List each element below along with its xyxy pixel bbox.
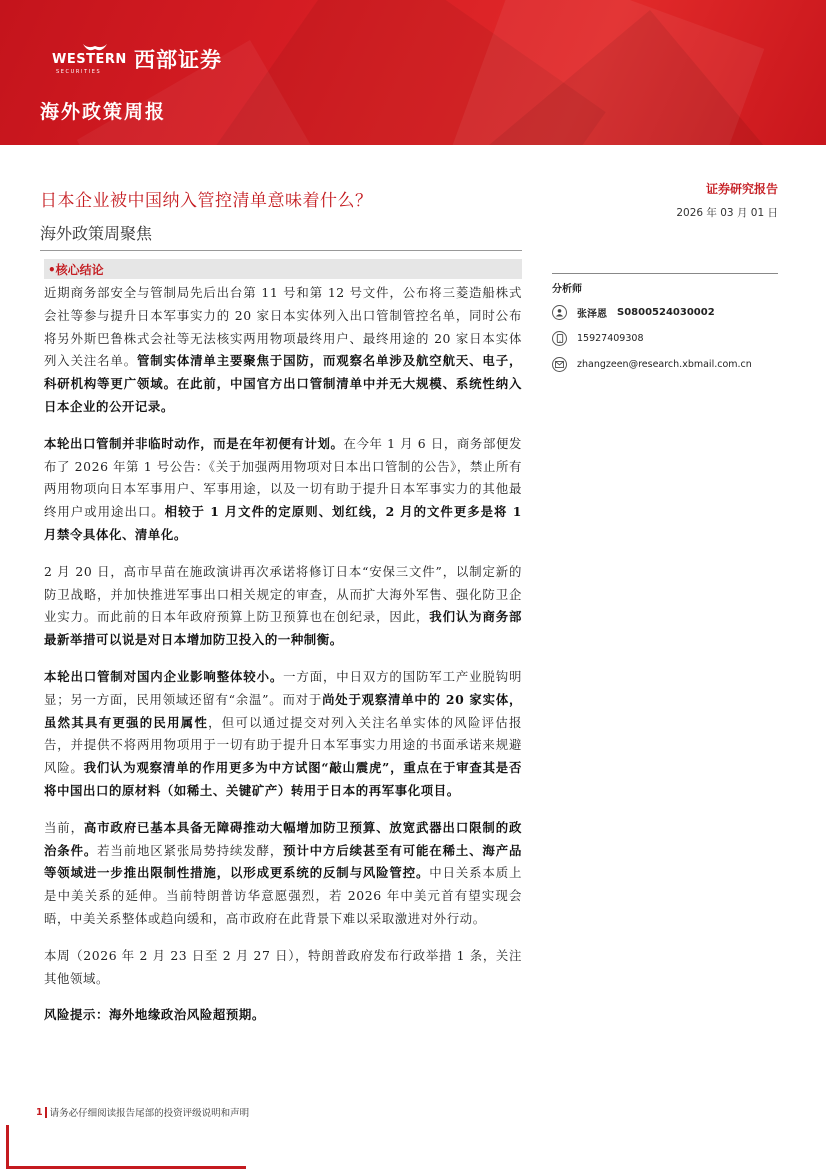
emphasis-text: 风险提示：海外地缘政治风险超预期。 (44, 1007, 265, 1023)
section-label: •核心结论 (48, 263, 104, 277)
body-text: 中日关系本质上是中美关系的延伸。当前特朗普访华意愿强烈，若 2026 年中美元首有望实现会晤，中美关系整体或趋向缓和，高市政府在此背景下难以采取激进对外行动。 (44, 865, 523, 926)
body-text: ，但可以通过提交对列入关注名单实体的风险评估报告，并提供不将两用物项用于一切有助于提升日本军事实力用途的书面承诺来规避风险。 (44, 714, 522, 776)
emphasis-text: 相较于 1 月文件的定原则、划红线，2 月的文件更多是将 1 月禁令具体化、清单化。 (44, 504, 523, 542)
body-text: 一方面，中日双方的国防军工产业脱钩明显；另一方面，民用领域还留有“余温”。而对于 (44, 668, 522, 707)
body-paragraph (44, 1004, 522, 1027)
emphasis-text: 高市政府已基本具备无障碍推动大幅增加防卫预算、放宽武器出口限制的政治条件。 (44, 819, 522, 858)
analyst-email-row (552, 355, 778, 373)
emphasis-text: 我们认为观察清单的作用更多为中方试图“敲山震虎”，重点在于审查其是否将中国出口的原材料（如稀土、关键矿产）转用于日本的再军事化项目。 (44, 760, 522, 798)
body-text: 近期商务部安全与管制局先后出台第 11 号和第 12 号文件，公布将三菱造船株式会社等参与提升日本军事实力的 20 家日本实体列入出口管制管控名单，同时公布将另外斯巴鲁株式会社等无法核实两用物项最终用户、最终用途的 20 家日本实体列入关注名单。 (44, 285, 522, 369)
main-body (44, 282, 522, 1041)
report-type: 证券研究报告 (705, 182, 778, 196)
corner-accent (6, 1125, 9, 1169)
company-logo (52, 42, 222, 76)
footer-bar (45, 1107, 47, 1118)
emphasis-text: 本轮出口管制并非临时动作，而是在年初便有计划。 (44, 435, 344, 451)
body-text: 当前， (44, 819, 84, 835)
body-text: 本周（2026 年 2 月 23 日至 2 月 27 日），特朗普政府发布行政举措 1 条，关注其他领域。 (44, 947, 522, 986)
body-paragraph (44, 561, 522, 652)
emphasis-text: 预计中方后续甚至有可能在稀土、海产品等领域进一步推出限制性措施，以形成更系统的反制与风险管控。 (44, 842, 522, 881)
body-text: 在今年 1 月 6 日，商务部便发布了 2026 年第 1 号公告：《关于加强两用物项对日本出口管制的公告》，禁止所有两用物项向日本军事用户、军事用途，以及一切有助于提升日本军事实力的其他最终用户或用途出口。 (44, 435, 522, 520)
emphasis-text: 我们认为商务部最新举措可以说是对日本增加防卫投入的一种制衡。 (44, 609, 523, 648)
email-icon (552, 357, 567, 372)
header-banner (0, 0, 826, 145)
logo-mark (52, 42, 126, 76)
analyst-email[interactable]: zhangzeen@research.xbmail.com.cn (577, 358, 752, 370)
body-paragraph (44, 282, 522, 419)
person-icon (552, 305, 567, 320)
analyst-name-row (552, 303, 778, 321)
analyst-panel (552, 273, 778, 373)
body-text: 2 月 20 日，高市早苗在施政演讲再次承诺将修订日本“安保三文件”，以制定新的防卫战略，并加快推进军事出口相关规定的审查，从而扩大海外军售、强化防卫企业实力。而此前的日本年政府预算上防卫预算也在创纪录，因此， (44, 563, 522, 625)
analyst-phone: 15927409308 (577, 332, 644, 344)
emphasis-text: 尚处于观察清单中的 20 家实体，虽然其具有更强的民用属性 (44, 691, 522, 730)
report-subtitle: 海外政策周聚焦 (40, 224, 153, 243)
body-paragraph (44, 817, 522, 931)
report-title: 日本企业被中国纳入管控清单意味着什么？ (40, 191, 373, 211)
page-number: 1 (36, 1106, 43, 1118)
analyst-name: 张泽恩 (577, 308, 607, 320)
body-paragraph (44, 666, 522, 803)
emphasis-text: 管制实体清单主要聚焦于国防，而观察名单涉及航空航天、电子，科研机构等更广领域。在此前，中国官方出口管制清单中并无大规模、系统性纳入日本企业的公开记录。 (44, 353, 522, 414)
report-date: 2026 年 03 月 01 日 (676, 207, 778, 219)
title-divider (40, 250, 522, 251)
body-paragraph (44, 945, 522, 991)
emphasis-text: 本轮出口管制对国内企业影响整体较小。 (44, 668, 284, 684)
analyst-divider (552, 273, 778, 274)
analyst-phone-row (552, 329, 778, 347)
logo-english: WESTERN (52, 52, 127, 67)
section-header (44, 259, 522, 279)
logo-subtitle: SECURITIES (56, 69, 102, 75)
page-footer (36, 1105, 249, 1119)
analyst-label: 分析师 (552, 284, 582, 295)
body-text: 若当前地区紧张局势持续发酵， (97, 842, 284, 858)
phone-icon (552, 331, 567, 346)
body-paragraph (44, 433, 522, 547)
series-title: 海外政策周报 (40, 101, 167, 123)
footer-disclaimer: 请务必仔细阅读报告尾部的投资评级说明和声明 (49, 1108, 250, 1119)
analyst-license: S0800524030002 (617, 306, 715, 318)
logo-chinese: 西部证券 (134, 48, 222, 72)
